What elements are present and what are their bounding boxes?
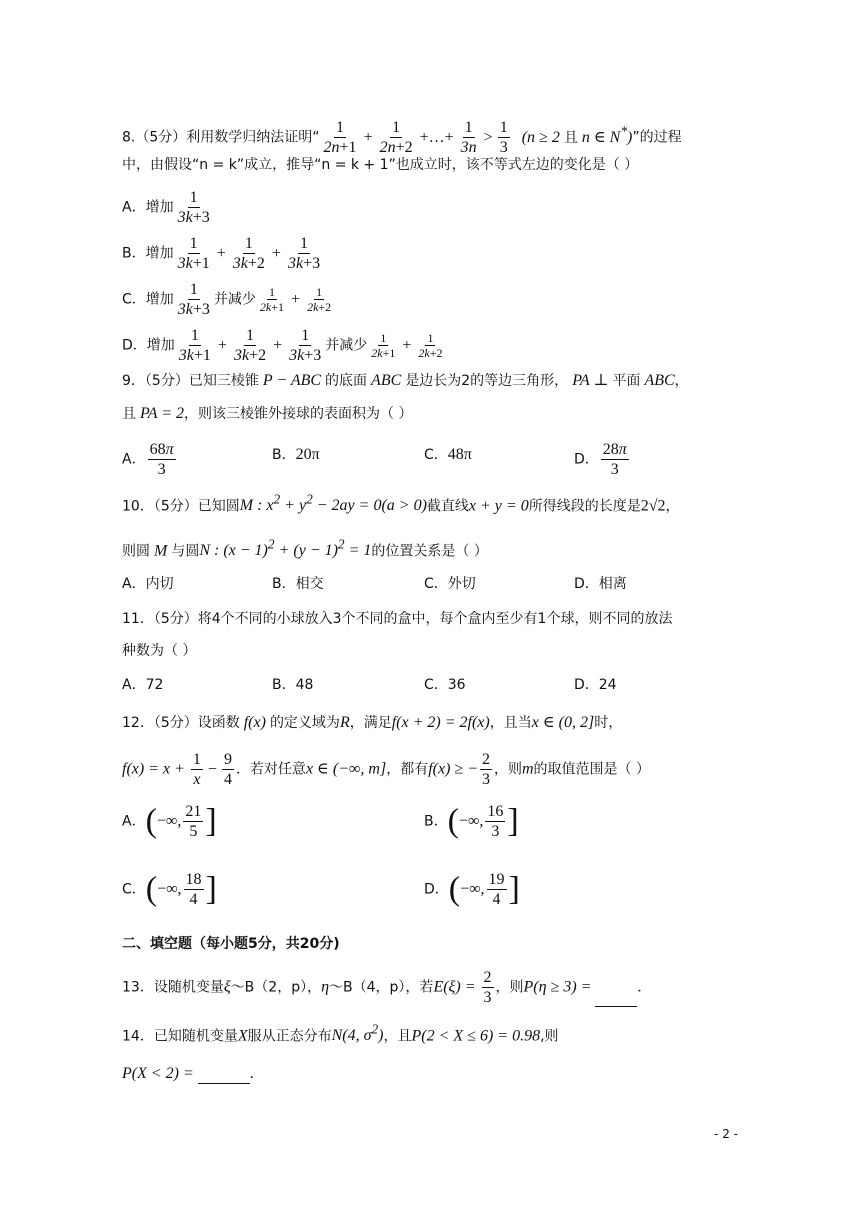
q11-option-a: A．72: [122, 677, 164, 693]
q12-option-a: A．(−∞, $\frac{21}{5}$ ]: [122, 802, 217, 840]
q11-option-b: B．48: [272, 677, 314, 693]
q9-option-b: B．20π: [272, 446, 320, 463]
q8-frac2: $\frac{1}{2n+2}$: [379, 119, 413, 156]
q8-condition: (n ≥ 2 且 n ∈ N*): [521, 123, 633, 146]
q14-line2: P(X < 2) = .: [122, 1065, 254, 1082]
q13-answer-blank[interactable]: [595, 990, 637, 1007]
q12-option-b: B．(−∞, $\frac{16}{3}$ ]: [424, 802, 519, 840]
q8-option-d: D．增加 $\frac{1}{3k+1}$ + $\frac{1}{3k+2}$ + $\frac{1}{3k+3}$ 并减少 $\frac{1}{2k+1}$ + $\frac{1}{2k+2}$: [122, 327, 443, 364]
q8-line2: 中，由假设“n = k”成立，推导“n = k + 1”也成立时，该不等式左边的变化是（ ）: [122, 157, 639, 173]
q9-option-d: D． $\frac{28\pi}{3}$: [574, 441, 627, 478]
q10-option-a: A．内切: [122, 576, 174, 592]
q12-option-c: C．(−∞, $\frac{18}{4}$ ]: [122, 870, 217, 908]
q10-line1: 10．（5分）已知圆M : $x^2 + y^2 - 2ay = 0(a > 0)$截直线x + y = 0所得线段的长度是2√2，: [122, 492, 680, 515]
q12-option-d: D．(−∞, $\frac{19}{4}$ ]: [424, 870, 520, 908]
q8-option-c: C．增加 $\frac{1}{3k+3}$ 并减少 $\frac{1}{2k+1}$ + $\frac{1}{2k+2}$: [122, 281, 332, 318]
q10-option-c: C．外切: [424, 576, 476, 592]
q8-frac1: $\frac{1}{2n+1}$: [323, 119, 357, 156]
q12-line1: 12．（5分）设函数 f(x) 的定义域为R，满足f(x + 2) = 2f(x)，且当x ∈ (0, 2]时，: [122, 714, 623, 731]
q11-option-c: C．36: [424, 677, 466, 693]
q8-frac3: $\frac{1}{3n}$: [460, 119, 477, 156]
q9-option-a: A． $\frac{68\pi}{3}$: [122, 441, 174, 478]
page-number: - 2 -: [714, 1127, 738, 1141]
q8-frac4: $\frac{1}{3}$: [499, 119, 508, 156]
q10-line2: 则圆 M 与圆N : $(x - 1)^2 + (y - 1)^2 = 1$的位置关系是（ ）: [122, 537, 488, 560]
q9-option-c: C．48π: [424, 446, 472, 463]
q14-answer-blank[interactable]: [198, 1067, 250, 1084]
q8-option-b: B．增加 $\frac{1}{3k+1}$ + $\frac{1}{3k+2}$ + $\frac{1}{3k+3}$: [122, 235, 321, 272]
section-heading: 二、填空题（每小题5分，共20分): [122, 936, 340, 952]
q12-line2: f(x) = x + $\frac{1}{x}$ − $\frac{9}{4}$ ．若对任意x ∈ (−∞, m]，都有f(x) ≥ − $\frac{2}{3}$ ，则m的取值范围是（ ）: [122, 751, 650, 788]
q11-line1: 11．（5分）将4个不同的小球放入3个不同的盒中，每个盒内至少有1个球，则不同的放法: [122, 611, 673, 627]
q9-line1: 9．（5分）已知三棱锥 P − ABC 的底面 ABC 是边长为2的等边三角形， PA ⊥ 平面 ABC，: [122, 372, 689, 389]
q8-option-a: A．增加 $\frac{1}{3k+3}$: [122, 189, 210, 226]
q9-line2: 且 PA = 2，则该三棱锥外接球的表面积为（ ）: [122, 405, 413, 422]
q10-option-b: B．相交: [272, 576, 324, 592]
q13-line: 13．设随机变量ξ～B（2，p），η～B（4，p），若E(ξ) = $\frac{2}{3}$ ，则P(η ≥ 3) = .: [122, 969, 642, 1006]
q10-option-d: D．相离: [574, 576, 627, 592]
q11-option-d: D．24: [574, 677, 617, 693]
q8-line1: 8.（5分）利用数学归纳法证明“ $\frac{1}{2n+1}$ + $\frac{1}{2n+2}$ +…+ $\frac{1}{3n}$ > $\frac{1}{3}$ (n ≥ 2 且 n ∈ N*)”的过程: [122, 119, 682, 156]
q11-line2: 种数为（ ）: [122, 643, 197, 659]
q14-line1: 14．已知随机变量X服从正态分布N(4, $\sigma^2$)，且P(2 < X ≤ 6) = 0.98,则: [122, 1022, 559, 1045]
